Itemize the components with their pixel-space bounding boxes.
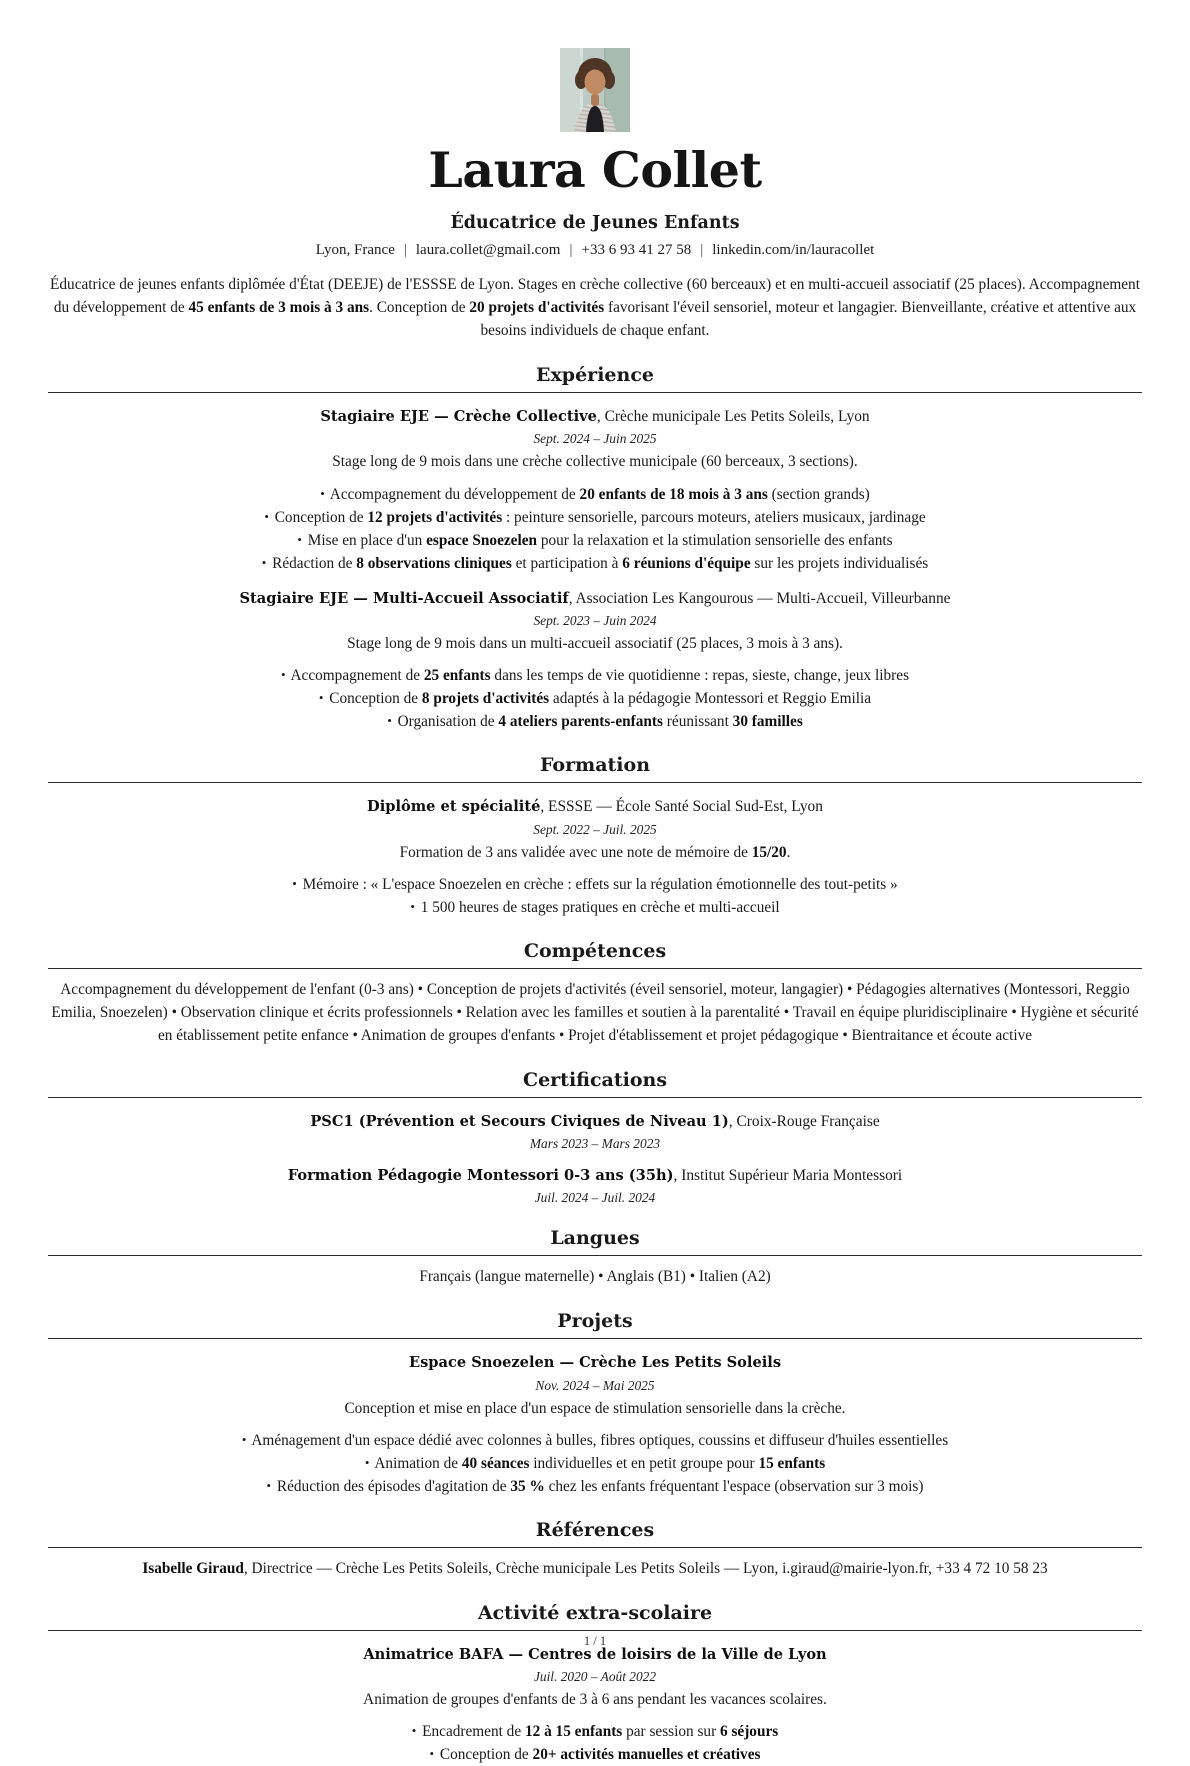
entry-title: Stagiaire EJE — Multi-Accueil Associatif, Association Les Kangourous — Multi-Accueil, Villeurbanne — [239, 589, 951, 607]
section-heading: Projets — [557, 1310, 633, 1333]
bullet-dot: • — [241, 1431, 247, 1447]
entry-title: Formation Pédagogie Montessori 0-3 ans (35h), Institut Supérieur Maria Montessori — [287, 1166, 903, 1184]
entry-dates: Sept. 2024 – Juin 2025 — [533, 431, 657, 447]
section-paragraph: Français (langue maternelle) • Anglais (B1) • Italien (A2) — [419, 1268, 771, 1286]
bullet-item: • Conception de 8 projets d'activités adaptés à la pédagogie Montessori et Reggio Emilia — [318, 690, 872, 708]
section-paragraph: Isabelle Giraud, Directrice — Crèche Les Petits Soleils, Crèche municipale Les Petits Soleils — Lyon, i.giraud@mairie-lyon.fr, +33 4 72 10 58 23 — [142, 1559, 1048, 1577]
section-competences — [48, 940, 1142, 1048]
entry — [48, 796, 1142, 919]
section-rule — [48, 782, 1142, 783]
bullet-item: • Animation de 40 séances individuelles et en petit groupe pour 15 enfants — [364, 1454, 826, 1472]
bullet-item: • Encadrement de 12 à 15 enfants par session sur 6 séjours — [411, 1723, 779, 1741]
section-paragraph: Accompagnement du développement de l'enfant (0-3 ans) • Conception de projets d'activités (éveil sensoriel, moteur, langagier) • Pédagogies alternatives (Montessori, Reggio Emilia, Snoezelen) • Observation clinique et écrits professionnels • Relation avec les familles et soutien à la parentalité • Travail en équipe pluridisciplinaire • Hygiène et sécurité en établissement petite enfance • Animation de groupes d'enfants • Projet d'établissement et projet pédagogique • Bientraitance et écoute active — [51, 980, 1139, 1044]
section-rule — [48, 1255, 1142, 1256]
contact-separator: | — [569, 242, 573, 259]
entry-description: Stage long de 9 mois dans une crèche collective municipale (60 berceaux, 3 sections). — [332, 453, 858, 471]
entry — [48, 1165, 1142, 1206]
section-rule — [48, 968, 1142, 969]
entry-dates: Sept. 2023 – Juin 2024 — [533, 613, 657, 629]
bullet-dot: • — [266, 1477, 272, 1493]
bullet-item: • Conception de 12 projets d'activités : peinture sensorielle, parcours moteurs, ateliers musicaux, jardinage — [264, 508, 926, 526]
bullet-dot: • — [261, 554, 267, 570]
entry — [48, 406, 1142, 575]
section-heading: Formation — [539, 754, 651, 777]
bullet-item: • Mémoire : « L'espace Snoezelen en crèche : effets sur la régulation émotionnelle des tout-petits » — [292, 875, 898, 893]
entry-description: Formation de 3 ans validée avec une note de mémoire de 15/20. — [399, 843, 791, 861]
section-activite-extra-scolaire — [48, 1602, 1142, 1766]
entry-dates: Juil. 2020 – Août 2022 — [533, 1669, 657, 1685]
entry-dates: Juil. 2024 – Juil. 2024 — [534, 1190, 656, 1206]
bullet-dot: • — [429, 1746, 435, 1762]
contact-line — [48, 242, 1142, 259]
section-rule — [48, 392, 1142, 393]
bullet-item: • Rédaction de 8 observations cliniques et participation à 6 réunions d'équipe sur les projets individualisés — [261, 554, 929, 572]
entry — [48, 588, 1142, 734]
entry — [48, 1644, 1142, 1766]
bullet-dot: • — [292, 875, 297, 891]
section-formation — [48, 754, 1142, 919]
bullet-item: • Conception de 20+ activités manuelles et créatives — [429, 1746, 761, 1764]
entry-bullets — [48, 484, 1142, 575]
section-certifications — [48, 1069, 1142, 1207]
bullet-dot: • — [264, 508, 269, 524]
entry-description: Stage long de 9 mois dans un multi-accueil associatif (25 places, 3 mois à 3 ans). — [347, 635, 843, 653]
entry-description: Conception et mise en place d'un espace de stimulation sensorielle dans la crèche. — [344, 1399, 846, 1417]
section-rule — [48, 1547, 1142, 1548]
section-heading: Activité extra-scolaire — [477, 1601, 713, 1624]
section-langues — [48, 1227, 1142, 1289]
bullet-dot: • — [318, 690, 324, 706]
page-number: 1 / 1 — [583, 1634, 607, 1648]
bullet-item: • Réduction des épisodes d'agitation de 35 % chez les enfants fréquentant l'espace (observation sur 3 mois) — [266, 1477, 924, 1495]
entry-title: Stagiaire EJE — Crèche Collective, Crèche municipale Les Petits Soleils, Lyon — [320, 408, 870, 426]
bullet-dot: • — [410, 898, 415, 914]
profile-photo — [560, 48, 630, 132]
entry-title: Animatrice BAFA — Centres de loisirs de la Ville de Lyon — [363, 1645, 827, 1663]
entry-dates: Nov. 2024 – Mai 2025 — [535, 1377, 655, 1393]
entry-title: Diplôme et spécialité, ESSSE — École Santé Social Sud-Est, Lyon — [367, 798, 823, 816]
entry-dates: Mars 2023 – Mars 2023 — [529, 1135, 661, 1151]
entry-bullets — [48, 874, 1142, 919]
person-name: Laura Collet — [428, 141, 762, 199]
entry-dates: Sept. 2022 – Juil. 2025 — [533, 821, 657, 837]
profile-photo-image — [560, 48, 630, 132]
section-heading: Expérience — [536, 364, 654, 387]
contact-item: laura.collet@gmail.com — [415, 242, 561, 259]
entry-bullets — [48, 1430, 1142, 1498]
bullet-item: • Mise en place d'un espace Snoezelen pour la relaxation et la stimulation sensorielle des enfants — [297, 531, 893, 549]
bullet-item: • Aménagement d'un espace dédié avec colonnes à bulles, fibres optiques, coussins et diffuseur d'huiles essentielles — [241, 1431, 949, 1449]
contact-separator: | — [403, 242, 407, 259]
bullet-item: • Organisation de 4 ateliers parents-enfants réunissant 30 familles — [387, 713, 803, 731]
bullet-item: • 1 500 heures de stages pratiques en crèche et multi-accueil — [410, 898, 780, 916]
section-projets — [48, 1310, 1142, 1498]
entry — [48, 1111, 1142, 1152]
entry-description: Animation de groupes d'enfants de 3 à 6 ans pendant les vacances scolaires. — [363, 1691, 827, 1709]
entry-bullets — [48, 1721, 1142, 1766]
bullet-dot: • — [280, 667, 286, 683]
bullet-dot: • — [411, 1723, 417, 1739]
bullet-dot: • — [364, 1454, 370, 1470]
section-rule — [48, 1097, 1142, 1098]
entry-title: Espace Snoezelen — Crèche Les Petits Soleils — [408, 1354, 782, 1372]
entry-title: PSC1 (Prévention et Secours Civiques de Niveau 1), Croix-Rouge Française — [310, 1112, 880, 1130]
section-heading: Références — [535, 1518, 655, 1541]
job-title: Éducatrice de Jeunes Enfants — [450, 213, 740, 234]
section-rule — [48, 1630, 1142, 1631]
summary-paragraph: Éducatrice de jeunes enfants diplômée d'État (DEEJE) de l'ESSSE de Lyon. Stages en crèche collective (60 berceaux) et en multi-accueil associatif (25 places). Accompagnement du développement de 45 enfants de 3 mois à 3 ans. Conception de 20 projets d'activités favorisant l'éveil sensoriel, moteur et langagier. Bienveillante, créative et attentive aux besoins individuels de chaque enfant. — [50, 276, 1140, 340]
section-heading: Compétences — [523, 939, 667, 962]
bullet-dot: • — [387, 713, 392, 729]
sections-container — [48, 364, 1142, 1766]
bullet-item: • Accompagnement de 25 enfants dans les temps de vie quotidienne : repas, sieste, change, jeux libres — [280, 667, 910, 685]
contact-item: linkedin.com/in/lauracollet — [712, 242, 875, 259]
section-rule — [48, 1338, 1142, 1339]
contact-separator: | — [700, 242, 704, 259]
contact-item: Lyon, France — [315, 242, 395, 259]
section-references — [48, 1519, 1142, 1581]
bullet-dot: • — [320, 485, 325, 501]
section-experience — [48, 364, 1142, 733]
bullet-dot: • — [297, 531, 302, 547]
bullet-item: • Accompagnement du développement de 20 enfants de 18 mois à 3 ans (section grands) — [320, 485, 870, 503]
entry — [48, 1352, 1142, 1498]
section-heading: Langues — [550, 1227, 640, 1250]
entry-bullets — [48, 665, 1142, 733]
section-heading: Certifications — [522, 1068, 668, 1091]
contact-item: +33 6 93 41 27 58 — [581, 242, 692, 259]
